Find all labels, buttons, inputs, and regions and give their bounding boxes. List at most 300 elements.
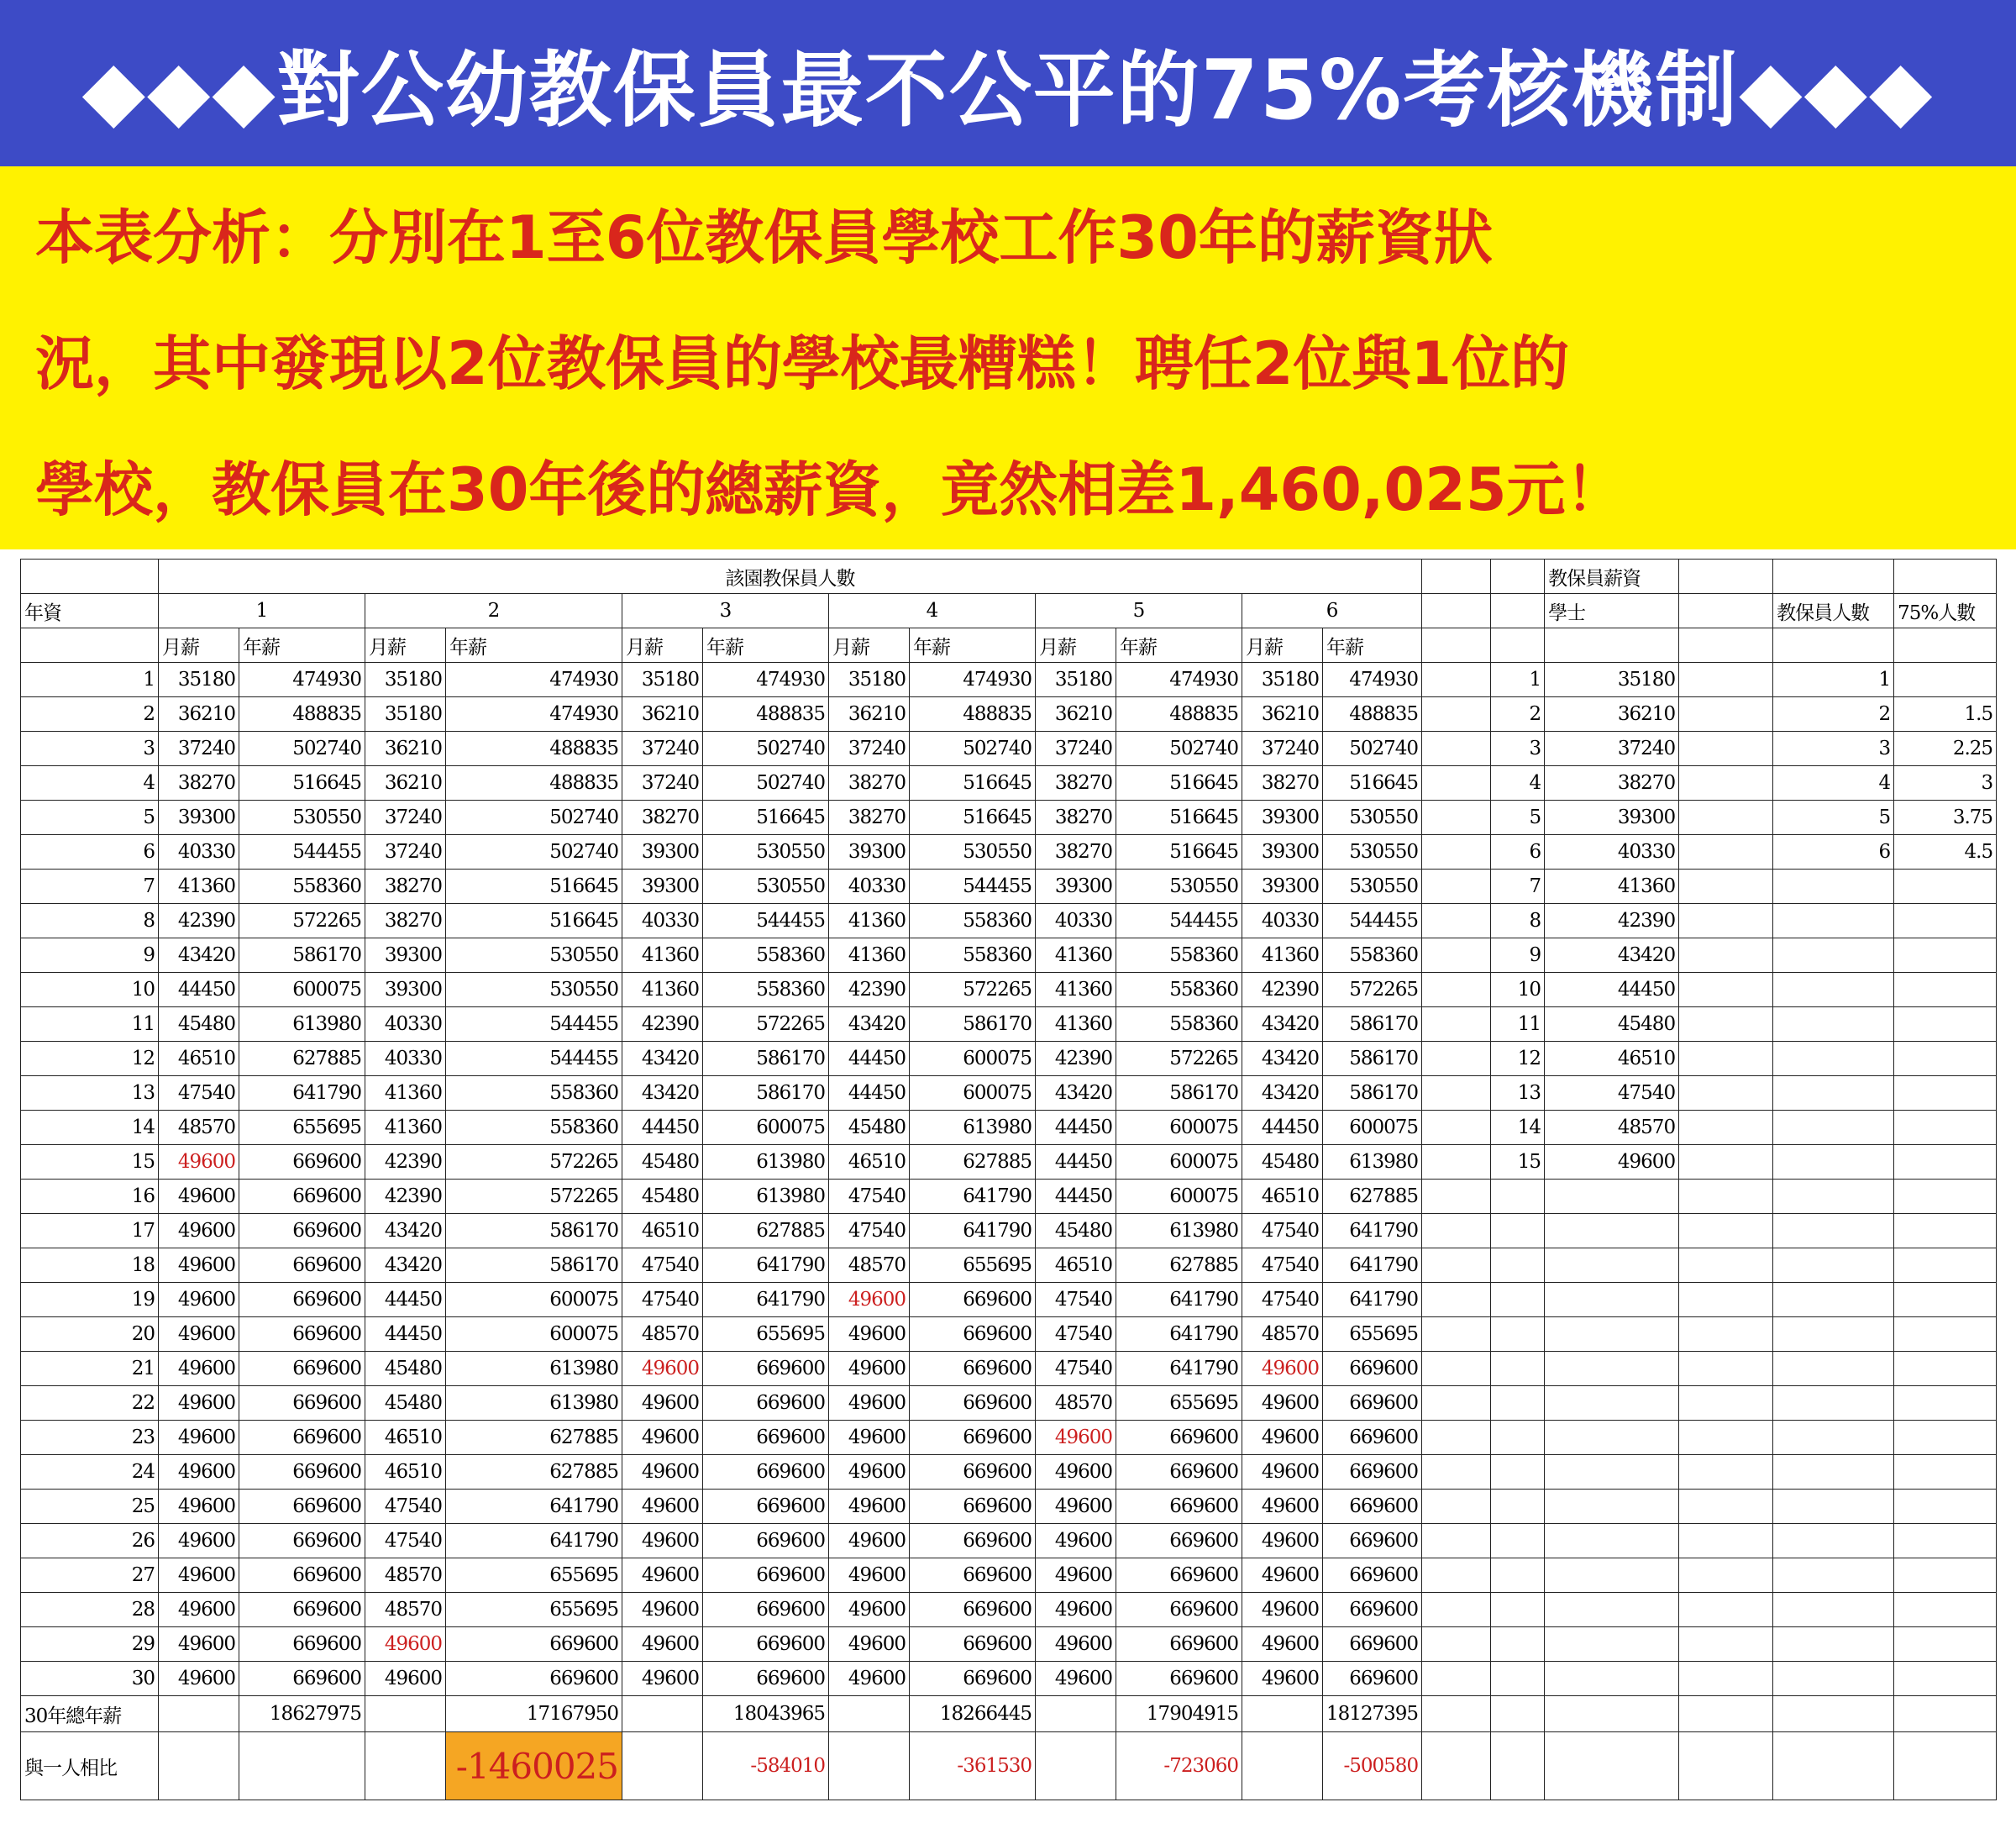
monthly-cell: 49600 (829, 1352, 910, 1386)
monthly-cell: 41360 (365, 1111, 446, 1145)
seniority-cell: 7 (21, 870, 159, 904)
blank-cell (1679, 1558, 1773, 1593)
monthly-cell: 35180 (159, 663, 239, 697)
seniority-cell: 13 (21, 1076, 159, 1111)
annual-header: 年薪 (1116, 628, 1242, 663)
annual-cell: 544455 (446, 1042, 622, 1076)
blank-cell (1545, 1490, 1679, 1524)
monthly-cell: 36210 (1036, 697, 1116, 732)
monthly-cell: 47540 (365, 1490, 446, 1524)
seniority-cell: 16 (21, 1180, 159, 1214)
annual-cell: 669600 (1116, 1421, 1242, 1455)
seniority-cell: 28 (21, 1593, 159, 1627)
blank-cell (1679, 973, 1773, 1007)
blank-cell (1491, 1180, 1545, 1214)
annual-cell: 600075 (703, 1111, 829, 1145)
monthly-cell: 39300 (1242, 801, 1323, 835)
monthly-header: 月薪 (1242, 628, 1323, 663)
blank-cell (1773, 1214, 1894, 1248)
annual-cell: 586170 (910, 1007, 1036, 1042)
blank-cell (1773, 1386, 1894, 1421)
annual-cell: 558360 (1116, 938, 1242, 973)
annual-cell: 488835 (1323, 697, 1422, 732)
blank-cell (1491, 1524, 1545, 1558)
annual-cell: 669600 (1323, 1558, 1422, 1593)
monthly-cell: 39300 (622, 835, 703, 870)
annual-cell: 655695 (910, 1248, 1036, 1283)
blank-cell (1773, 1111, 1894, 1145)
blank-cell (1491, 1696, 1545, 1732)
annual-cell: 669600 (1116, 1558, 1242, 1593)
annual-cell: 600075 (1116, 1145, 1242, 1180)
annual-cell: 669600 (703, 1421, 829, 1455)
blank-cell (1545, 1421, 1679, 1455)
blank-cell (1422, 1042, 1491, 1076)
monthly-cell: 39300 (159, 801, 239, 835)
annual-cell: 544455 (446, 1007, 622, 1042)
side-pct-cell (1894, 663, 1997, 697)
annual-cell: 558360 (1116, 973, 1242, 1007)
annual-cell: 558360 (446, 1111, 622, 1145)
monthly-cell: 49600 (365, 1627, 446, 1662)
annual-cell: 558360 (1116, 1007, 1242, 1042)
monthly-cell: 49600 (829, 1524, 910, 1558)
annual-cell: 544455 (1323, 904, 1422, 938)
annual-cell: 669600 (703, 1593, 829, 1627)
monthly-cell: 39300 (365, 973, 446, 1007)
monthly-cell: 47540 (1036, 1352, 1116, 1386)
blank-cell (1545, 1214, 1679, 1248)
staff-count-header: 4 (829, 594, 1036, 628)
table-row (21, 801, 1997, 835)
blank-cell (1491, 1732, 1545, 1800)
annual-cell: 600075 (910, 1076, 1036, 1111)
annual-cell: 669600 (239, 1558, 365, 1593)
annual-cell: 530550 (1116, 870, 1242, 904)
monthly-cell: 35180 (1242, 663, 1323, 697)
blank-cell (1679, 938, 1773, 973)
monthly-cell: 37240 (1242, 732, 1323, 766)
monthly-cell: 44450 (829, 1076, 910, 1111)
blank-cell (1773, 1455, 1894, 1490)
table-row (21, 1283, 1997, 1317)
table-row (21, 973, 1997, 1007)
side-salary-cell: 42390 (1545, 904, 1679, 938)
side-step-cell: 9 (1491, 938, 1545, 973)
blank-cell (1679, 1455, 1773, 1490)
blank-cell (1894, 1490, 1997, 1524)
blank-cell (1422, 1455, 1491, 1490)
blank-cell (1773, 870, 1894, 904)
blank-cell (1491, 1627, 1545, 1662)
annual-cell: 572265 (446, 1145, 622, 1180)
annual-cell: 669600 (1116, 1593, 1242, 1627)
staff-count-header: 6 (1242, 594, 1422, 628)
table-row (21, 1524, 1997, 1558)
monthly-cell: 45480 (829, 1111, 910, 1145)
blank-cell (1894, 1214, 1997, 1248)
blank-cell (1545, 1455, 1679, 1490)
difference-cell: -584010 (703, 1732, 829, 1800)
monthly-cell: 43420 (829, 1007, 910, 1042)
monthly-cell: 49600 (1242, 1386, 1323, 1421)
blank-cell (1679, 870, 1773, 904)
blank-cell (1894, 1042, 1997, 1076)
seniority-cell: 17 (21, 1214, 159, 1248)
annual-cell: 669600 (239, 1662, 365, 1696)
side-salary-cell: 48570 (1545, 1111, 1679, 1145)
seniority-cell: 9 (21, 938, 159, 973)
side-pct-cell: 1.5 (1894, 697, 1997, 732)
annual-cell: 502740 (703, 732, 829, 766)
annual-cell: 641790 (1323, 1214, 1422, 1248)
seniority-cell: 26 (21, 1524, 159, 1558)
blank-cell (1422, 904, 1491, 938)
monthly-cell: 47540 (829, 1214, 910, 1248)
blank-cell (365, 1696, 446, 1732)
summary-line-2: 況，其中發現以2位教保員的學校最糟糕！聘任2位與1位的 (35, 329, 1570, 398)
blank-cell (1491, 1214, 1545, 1248)
monthly-cell: 42390 (365, 1145, 446, 1180)
annual-cell: 572265 (239, 904, 365, 938)
blank-cell (1545, 1180, 1679, 1214)
pct-header: 75%人數 (1894, 594, 1997, 628)
blank-cell (1679, 1352, 1773, 1386)
table-row (21, 697, 1997, 732)
blank-cell (1894, 1593, 1997, 1627)
annual-cell: 502740 (1116, 732, 1242, 766)
annual-cell: 669600 (910, 1386, 1036, 1421)
blank-cell (1679, 1386, 1773, 1421)
table-row (21, 1593, 1997, 1627)
monthly-cell: 48570 (1036, 1386, 1116, 1421)
blank-cell (1773, 1352, 1894, 1386)
page-title-banner (0, 0, 2016, 166)
blank-cell (1679, 1180, 1773, 1214)
blank-cell (1422, 697, 1491, 732)
side-step-cell: 8 (1491, 904, 1545, 938)
annual-cell: 669600 (910, 1490, 1036, 1524)
annual-cell: 502740 (446, 801, 622, 835)
monthly-cell: 49600 (1036, 1490, 1116, 1524)
blank-cell (1773, 1145, 1894, 1180)
blank-cell (1545, 1352, 1679, 1386)
monthly-cell: 45480 (1242, 1145, 1323, 1180)
monthly-cell: 43420 (1036, 1076, 1116, 1111)
annual-cell: 669600 (239, 1593, 365, 1627)
seniority-cell: 29 (21, 1627, 159, 1662)
annual-cell: 544455 (703, 904, 829, 938)
annual-cell: 669600 (1116, 1455, 1242, 1490)
annual-cell: 669600 (910, 1593, 1036, 1627)
side-count-cell: 6 (1773, 835, 1894, 870)
annual-cell: 627885 (703, 1214, 829, 1248)
table-row (21, 1455, 1997, 1490)
annual-cell: 558360 (703, 938, 829, 973)
blank-cell (1894, 1696, 1997, 1732)
annual-cell: 655695 (446, 1558, 622, 1593)
blank-cell (1894, 1283, 1997, 1317)
monthly-cell: 43420 (1242, 1007, 1323, 1042)
annual-cell: 530550 (446, 938, 622, 973)
monthly-cell: 36210 (1242, 697, 1323, 732)
annual-cell: 655695 (239, 1111, 365, 1145)
blank-cell (1894, 973, 1997, 1007)
table-row (21, 1042, 1997, 1076)
seniority-cell: 6 (21, 835, 159, 870)
monthly-cell: 49600 (159, 1386, 239, 1421)
monthly-cell: 37240 (365, 835, 446, 870)
blank-cell (1422, 560, 1491, 594)
blank-cell (1491, 1421, 1545, 1455)
seniority-cell: 14 (21, 1111, 159, 1145)
monthly-cell: 49600 (1242, 1490, 1323, 1524)
blank-cell (1679, 732, 1773, 766)
annual-cell: 613980 (446, 1352, 622, 1386)
analysis-summary (0, 166, 2016, 549)
blank-cell (1679, 1248, 1773, 1283)
table-row (21, 663, 1997, 697)
blank-cell (1773, 973, 1894, 1007)
annual-cell: 655695 (1116, 1386, 1242, 1421)
monthly-cell: 49600 (622, 1524, 703, 1558)
blank-cell (1545, 628, 1679, 663)
blank-cell (1679, 1214, 1773, 1248)
blank-cell (1242, 1732, 1323, 1800)
blank-cell (1679, 904, 1773, 938)
monthly-cell: 44450 (1036, 1111, 1116, 1145)
blank-cell (1679, 1490, 1773, 1524)
annual-cell: 600075 (1116, 1180, 1242, 1214)
monthly-cell: 49600 (1036, 1558, 1116, 1593)
blank-cell (1894, 1386, 1997, 1421)
blank-cell (1894, 1352, 1997, 1386)
annual-cell: 516645 (703, 801, 829, 835)
annual-cell: 502740 (239, 732, 365, 766)
monthly-cell: 40330 (829, 870, 910, 904)
annual-cell: 669600 (1116, 1490, 1242, 1524)
monthly-cell: 49600 (159, 1283, 239, 1317)
annual-cell: 600075 (239, 973, 365, 1007)
monthly-cell: 46510 (829, 1145, 910, 1180)
annual-cell: 558360 (910, 938, 1036, 973)
annual-cell: 586170 (1116, 1076, 1242, 1111)
monthly-cell: 39300 (622, 870, 703, 904)
monthly-cell: 46510 (1242, 1180, 1323, 1214)
monthly-cell: 45480 (365, 1352, 446, 1386)
annual-cell: 558360 (910, 904, 1036, 938)
monthly-cell: 49600 (622, 1421, 703, 1455)
annual-cell: 530550 (703, 870, 829, 904)
total-cell: 18627975 (239, 1696, 365, 1732)
annual-cell: 669600 (703, 1455, 829, 1490)
monthly-cell: 47540 (622, 1248, 703, 1283)
annual-cell: 474930 (239, 663, 365, 697)
side-count-cell: 1 (1773, 663, 1894, 697)
blank-cell (159, 1732, 239, 1800)
blank-cell (1491, 1558, 1545, 1593)
blank-cell (1545, 1662, 1679, 1696)
monthly-cell: 49600 (1036, 1421, 1116, 1455)
annual-cell: 516645 (1116, 801, 1242, 835)
blank-cell (1422, 1386, 1491, 1421)
table-row (21, 1180, 1997, 1214)
monthly-cell: 49600 (1036, 1662, 1116, 1696)
blank-cell (1422, 1558, 1491, 1593)
monthly-cell: 48570 (829, 1248, 910, 1283)
blank-cell (1894, 1145, 1997, 1180)
annual-cell: 669600 (1323, 1662, 1422, 1696)
monthly-cell: 46510 (159, 1042, 239, 1076)
annual-cell: 586170 (239, 938, 365, 973)
table-row (21, 1352, 1997, 1386)
blank-cell (1491, 1352, 1545, 1386)
blank-cell (1545, 1283, 1679, 1317)
blank-cell (1422, 1317, 1491, 1352)
annual-cell: 613980 (239, 1007, 365, 1042)
max-difference-cell: -1460025 (446, 1732, 622, 1800)
annual-cell: 488835 (910, 697, 1036, 732)
blank-cell (1422, 1352, 1491, 1386)
side-step-cell: 12 (1491, 1042, 1545, 1076)
side-step-cell: 2 (1491, 697, 1545, 732)
annual-cell: 669600 (703, 1558, 829, 1593)
annual-cell: 669600 (1323, 1386, 1422, 1421)
blank-cell (1422, 1007, 1491, 1042)
side-salary-cell: 40330 (1545, 835, 1679, 870)
annual-cell: 669600 (910, 1627, 1036, 1662)
monthly-cell: 39300 (1036, 870, 1116, 904)
blank-cell (21, 560, 159, 594)
monthly-cell: 37240 (365, 801, 446, 835)
side-salary-cell: 39300 (1545, 801, 1679, 835)
monthly-cell: 43420 (365, 1248, 446, 1283)
blank-cell (1422, 1248, 1491, 1283)
annual-cell: 669600 (1323, 1490, 1422, 1524)
monthly-cell: 40330 (1242, 904, 1323, 938)
monthly-cell: 41360 (159, 870, 239, 904)
monthly-cell: 46510 (622, 1214, 703, 1248)
blank-cell (1422, 1145, 1491, 1180)
blank-cell (829, 1696, 910, 1732)
annual-cell: 669600 (1323, 1421, 1422, 1455)
side-pct-cell: 3.75 (1894, 801, 1997, 835)
blank-cell (1036, 1696, 1116, 1732)
total-cell: 18266445 (910, 1696, 1036, 1732)
monthly-cell: 36210 (829, 697, 910, 732)
annual-cell: 558360 (239, 870, 365, 904)
monthly-cell: 44450 (365, 1317, 446, 1352)
blank-cell (1894, 870, 1997, 904)
table-row (21, 1248, 1997, 1283)
blank-cell (1679, 663, 1773, 697)
monthly-cell: 38270 (159, 766, 239, 801)
monthly-cell: 47540 (1242, 1283, 1323, 1317)
side-step-cell: 15 (1491, 1145, 1545, 1180)
blank-cell (1773, 1317, 1894, 1352)
monthly-header: 月薪 (622, 628, 703, 663)
blank-cell (1491, 1662, 1545, 1696)
blank-cell (1679, 1007, 1773, 1042)
monthly-cell: 47540 (622, 1283, 703, 1317)
monthly-cell: 41360 (829, 938, 910, 973)
seniority-cell: 4 (21, 766, 159, 801)
monthly-cell: 47540 (1242, 1248, 1323, 1283)
monthly-cell: 37240 (622, 766, 703, 801)
blank-cell (1422, 594, 1491, 628)
monthly-cell: 49600 (622, 1593, 703, 1627)
monthly-cell: 38270 (1036, 766, 1116, 801)
monthly-cell: 49600 (1242, 1627, 1323, 1662)
monthly-cell: 41360 (1242, 938, 1323, 973)
blank-cell (1894, 1180, 1997, 1214)
annual-cell: 474930 (703, 663, 829, 697)
monthly-cell: 46510 (1036, 1248, 1116, 1283)
monthly-cell: 42390 (829, 973, 910, 1007)
monthly-cell: 43420 (365, 1214, 446, 1248)
monthly-cell: 41360 (365, 1076, 446, 1111)
annual-cell: 669600 (1323, 1627, 1422, 1662)
monthly-cell: 39300 (829, 835, 910, 870)
monthly-cell: 49600 (159, 1455, 239, 1490)
annual-cell: 613980 (703, 1180, 829, 1214)
monthly-cell: 49600 (622, 1455, 703, 1490)
annual-cell: 669600 (910, 1317, 1036, 1352)
blank-cell (1679, 766, 1773, 801)
monthly-cell: 42390 (622, 1007, 703, 1042)
blank-cell (1491, 1248, 1545, 1283)
blank-cell (1773, 1662, 1894, 1696)
monthly-cell: 38270 (365, 870, 446, 904)
blank-cell (1894, 1007, 1997, 1042)
blank-cell (1894, 1111, 1997, 1145)
blank-cell (1422, 1662, 1491, 1696)
annual-cell: 516645 (239, 766, 365, 801)
blank-cell (1894, 1455, 1997, 1490)
annual-cell: 613980 (910, 1111, 1036, 1145)
monthly-cell: 49600 (159, 1180, 239, 1214)
annual-cell: 641790 (1116, 1317, 1242, 1352)
blank-cell (1679, 1524, 1773, 1558)
monthly-cell: 48570 (622, 1317, 703, 1352)
monthly-cell: 37240 (1036, 732, 1116, 766)
blank-cell (1422, 870, 1491, 904)
monthly-cell: 49600 (1242, 1593, 1323, 1627)
side-step-cell: 5 (1491, 801, 1545, 835)
annual-header: 年薪 (1323, 628, 1422, 663)
monthly-cell: 49600 (829, 1627, 910, 1662)
blank-cell (1894, 1076, 1997, 1111)
annual-cell: 669600 (446, 1662, 622, 1696)
monthly-cell: 49600 (1036, 1524, 1116, 1558)
difference-cell: -500580 (1323, 1732, 1422, 1800)
monthly-cell: 40330 (1036, 904, 1116, 938)
annual-cell: 641790 (1116, 1352, 1242, 1386)
monthly-cell: 48570 (159, 1111, 239, 1145)
monthly-cell: 45480 (622, 1145, 703, 1180)
blank-cell (1679, 1696, 1773, 1732)
monthly-cell: 38270 (1242, 766, 1323, 801)
annual-cell: 600075 (446, 1283, 622, 1317)
monthly-cell: 42390 (365, 1180, 446, 1214)
blank-cell (1679, 1627, 1773, 1662)
annual-cell: 530550 (703, 835, 829, 870)
blank-cell (1773, 1593, 1894, 1627)
monthly-cell: 49600 (622, 1490, 703, 1524)
blank-cell (1773, 1524, 1894, 1558)
annual-header: 年薪 (446, 628, 622, 663)
monthly-cell: 38270 (829, 766, 910, 801)
